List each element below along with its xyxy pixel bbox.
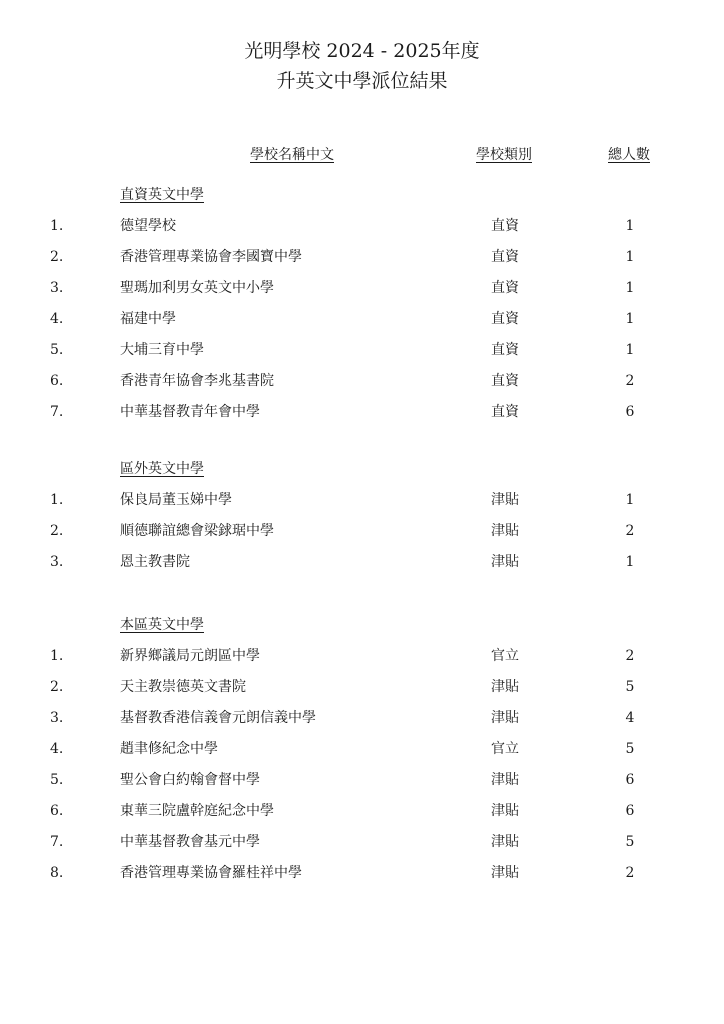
row-number: 7. [50, 404, 64, 420]
column-header-total-count: 總人數 [608, 147, 650, 163]
table-row [0, 645, 724, 667]
total-count: 6 [625, 404, 635, 420]
school-type: 直資 [491, 218, 519, 234]
total-count: 5 [625, 679, 635, 695]
school-name: 保良局董玉娣中學 [120, 492, 232, 508]
total-count: 1 [625, 554, 635, 570]
row-number: 1. [50, 218, 64, 234]
school-name: 香港管理專業協會羅桂祥中學 [120, 865, 302, 881]
table-row [0, 551, 724, 573]
table-row [0, 246, 724, 268]
school-name: 聖瑪加利男女英文中小學 [120, 280, 274, 296]
row-number: 3. [50, 280, 64, 296]
total-count: 1 [625, 280, 635, 296]
table-row [0, 308, 724, 330]
section-heading: 直資英文中學 [120, 187, 204, 203]
row-number: 6. [50, 803, 64, 819]
school-name: 新界鄉議局元朗區中學 [120, 648, 260, 664]
row-number: 2. [50, 523, 64, 539]
school-type: 津貼 [491, 710, 519, 726]
school-type: 直資 [491, 280, 519, 296]
school-name: 中華基督教青年會中學 [120, 404, 260, 420]
total-count: 6 [625, 772, 635, 788]
school-type: 津貼 [491, 523, 519, 539]
school-type: 津貼 [491, 772, 519, 788]
school-type: 直資 [491, 249, 519, 265]
document-title [0, 36, 724, 96]
table-row [0, 862, 724, 884]
school-name: 大埔三育中學 [120, 342, 204, 358]
table-row [0, 370, 724, 392]
school-type: 津貼 [491, 865, 519, 881]
total-count: 1 [625, 492, 635, 508]
total-count: 6 [625, 803, 635, 819]
row-number: 6. [50, 373, 64, 389]
table-row [0, 520, 724, 542]
school-type: 直資 [491, 373, 519, 389]
school-name: 順德聯誼總會梁銶琚中學 [120, 523, 274, 539]
table-row [0, 831, 724, 853]
title-line-2: 升英文中學派位結果 [276, 70, 448, 92]
total-count: 2 [625, 865, 635, 881]
total-count: 1 [625, 218, 635, 234]
row-number: 3. [50, 710, 64, 726]
school-name: 香港管理專業協會李國寶中學 [120, 249, 302, 265]
school-type: 津貼 [491, 554, 519, 570]
section-heading: 本區英文中學 [120, 617, 204, 633]
table-row [0, 769, 724, 791]
total-count: 2 [625, 523, 635, 539]
row-number: 2. [50, 249, 64, 265]
table-row [0, 401, 724, 423]
total-count: 2 [625, 648, 635, 664]
title-line-1: 光明學校 2024 - 2025年度 [244, 40, 480, 62]
total-count: 4 [625, 710, 635, 726]
table-row [0, 339, 724, 361]
row-number: 1. [50, 492, 64, 508]
school-type: 官立 [491, 648, 519, 664]
school-name: 德望學校 [120, 218, 176, 234]
school-name: 基督教香港信義會元朗信義中學 [120, 710, 316, 726]
row-number: 4. [50, 311, 64, 327]
table-row [0, 489, 724, 511]
table-row [0, 215, 724, 237]
school-type: 津貼 [491, 492, 519, 508]
school-name: 香港青年協會李兆基書院 [120, 373, 274, 389]
row-number: 5. [50, 772, 64, 788]
total-count: 1 [625, 311, 635, 327]
table-row [0, 800, 724, 822]
total-count: 5 [625, 741, 635, 757]
school-type: 津貼 [491, 803, 519, 819]
row-number: 2. [50, 679, 64, 695]
total-count: 1 [625, 249, 635, 265]
school-type: 直資 [491, 404, 519, 420]
school-name: 福建中學 [120, 311, 176, 327]
column-header-school-type: 學校類別 [476, 147, 532, 163]
column-header-school-name: 學校名稱中文 [250, 147, 334, 163]
row-number: 5. [50, 342, 64, 358]
section-heading: 區外英文中學 [120, 461, 204, 477]
school-name: 中華基督教會基元中學 [120, 834, 260, 850]
table-header [0, 144, 724, 166]
school-type: 津貼 [491, 834, 519, 850]
school-type: 直資 [491, 342, 519, 358]
row-number: 3. [50, 554, 64, 570]
school-name: 聖公會白約翰會督中學 [120, 772, 260, 788]
table-row [0, 277, 724, 299]
table-row [0, 738, 724, 760]
row-number: 8. [50, 865, 64, 881]
school-name: 趙聿修紀念中學 [120, 741, 218, 757]
school-name: 天主教崇德英文書院 [120, 679, 246, 695]
school-name: 恩主教書院 [120, 554, 190, 570]
school-type: 直資 [491, 311, 519, 327]
school-name: 東華三院盧幹庭紀念中學 [120, 803, 274, 819]
total-count: 1 [625, 342, 635, 358]
total-count: 5 [625, 834, 635, 850]
row-number: 1. [50, 648, 64, 664]
row-number: 4. [50, 741, 64, 757]
table-row [0, 676, 724, 698]
school-type: 官立 [491, 741, 519, 757]
school-type: 津貼 [491, 679, 519, 695]
row-number: 7. [50, 834, 64, 850]
total-count: 2 [625, 373, 635, 389]
table-row [0, 707, 724, 729]
